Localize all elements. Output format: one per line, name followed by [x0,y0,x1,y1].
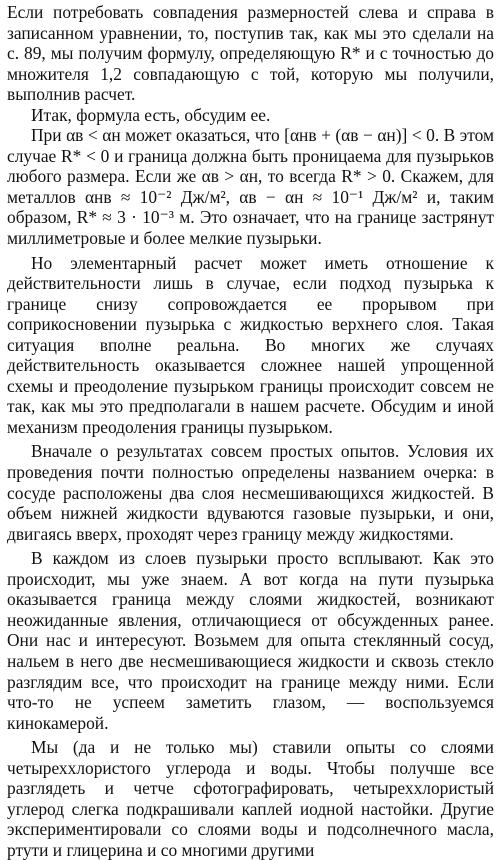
paragraph-5: Вначале о результатах совсем простых опытов. Условия их проведения почти полностью определены названием очерка: в сосуде расположены два слоя несмешивающихся жидкостей. В объем нижней жидкости вдуваются газовые пузырьки, и они, двигаясь вверх, проходят через границу между жидкостями. [7,441,494,544]
paragraph-4: Но элементарный расчет может иметь отношение к действительности лишь в случае, если подход пузырька к границе снизу сопровождается ее прорывом при соприкосновении пузырька с жидкостью верхнего слоя. Такая ситуация вполне реальна. Во многих же случаях действительность оказывается сложнее нашей упрощенной схемы и преодоление пузырьком границы происходит совсем не так, как мы это предполагали в нашем расчете. Обсудим и иной механизм преодоления границы пузырьком. [7,252,494,437]
paragraph-7: Мы (да и не только мы) ставили опыты со слоями четыреххлористого углерода и воды. Чтобы получше все разглядеть и четче сфотографировать, четыреххлористый углерод слегка подкрашивали каплей иодной настойки. Другие экспериментировали со слоями воды и подсолнечного масла, ртути и глицерина и со многими другими [7,737,494,860]
paragraph-1: Если потребовать совпадения размерностей слева и справа в записанном уравнении, то, поступив так, как мы это сделали на с. 89, мы получим формулу, определяющую R* и с точностью до множителя 1,2 совпадающую с той, которую мы получили, выполнив расчет. [7,2,494,105]
paragraph-6: В каждом из слоев пузырьки просто всплывают. Как это происходит, мы уже знаем. А вот когда на пути пузырька оказывается граница между слоями жидкостей, возникают неожиданные явления, отличающиеся от обсужденных ранее. Они нас и интересуют. Возьмем для опыта стеклянный сосуд, нальем в него две несмешивающиеся жидкости и сквозь стекло разглядим все, что происходит на границе между ними. Если что-то не успеем заметить глазом, — воспользуемся кинокамерой. [7,548,494,733]
paragraph-2: Итак, формула есть, обсудим ее. [31,104,271,125]
paragraph-3: При αв < αн может оказаться, что [αнв + (αв − αн)] < 0. В этом случае R* < 0 и граница должна быть проницаема для пузырьков любого размера. Если же αв > αн, то всегда R* > 0. Скажем, для металлов αнв ≈ 10⁻² Дж/м², αв − αн ≈ 10⁻¹ Дж/м² и, таким образом, R* ≈ 3 · 10⁻³ м. Это означает, что на границе застрянут миллиметровые и более мелкие пузырьки. [7,125,494,249]
